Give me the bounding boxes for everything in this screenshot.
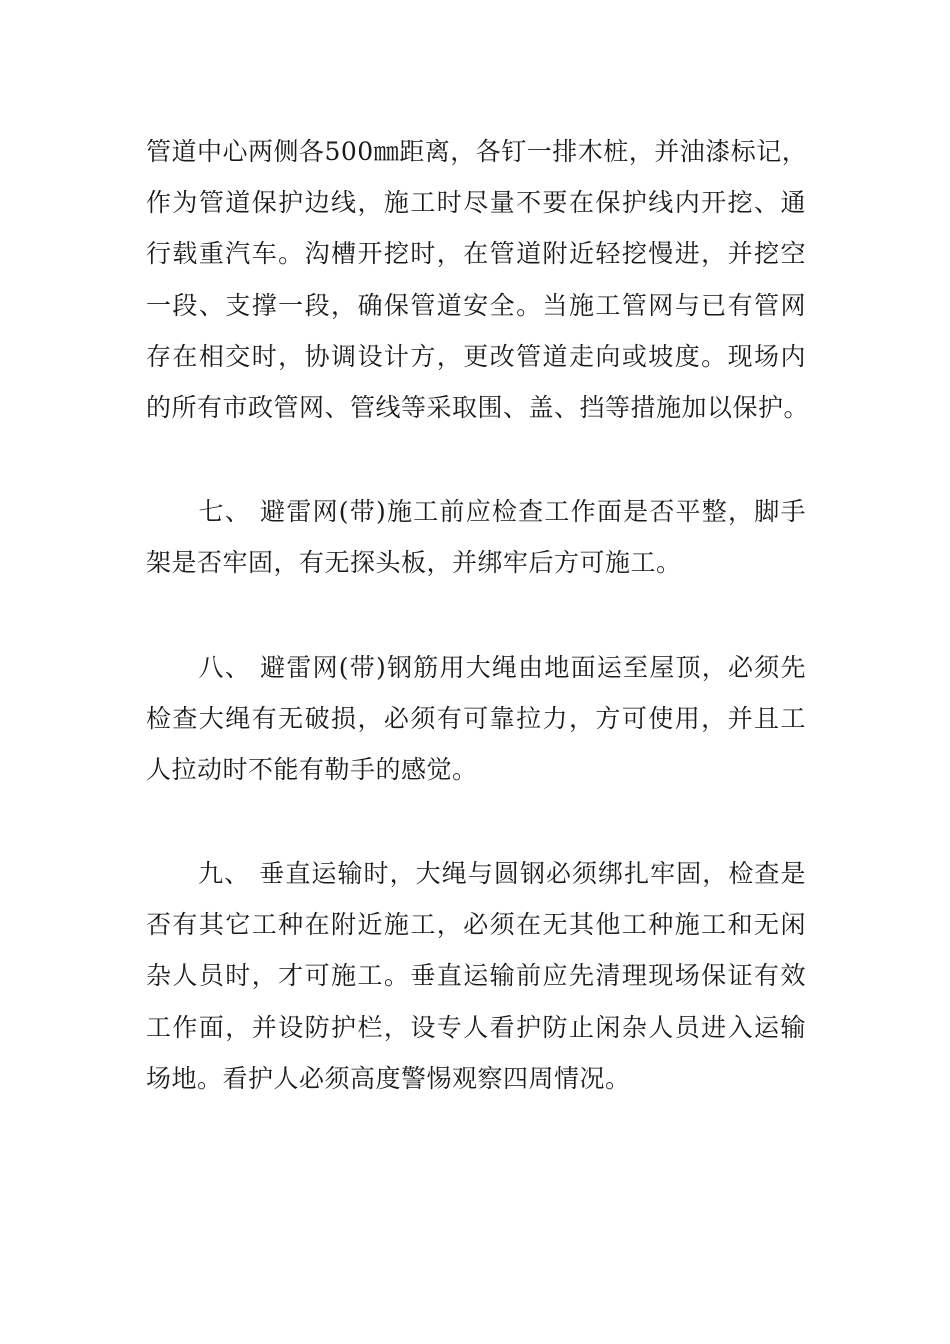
- text-line: 七、 避雷网(带)施工前应检查工作面是否平整，脚手: [146, 497, 806, 527]
- paragraph-item-eight: [146, 642, 806, 796]
- paragraph-spacer: [146, 589, 806, 642]
- paragraph-spacer: [146, 433, 806, 486]
- text-line: 九、 垂直运输时，大绳与圆钢必须绑扎牢固，检查是: [146, 859, 806, 889]
- text-line: 八、 避雷网(带)钢筋用大绳由地面运至屋顶，必须先: [146, 652, 806, 682]
- text-line: 检查大绳有无破损，必须有可靠拉力，方可使用，并且工: [146, 703, 806, 733]
- text-line: 作为管道保护边线，施工时尽量不要在保护线内开挖、通: [146, 188, 806, 218]
- paragraph-pipeline-protection: [146, 126, 810, 433]
- text-line: 人拉动时不能有勒手的感觉。: [146, 754, 478, 784]
- text-line: 架是否牢固，有无探头板，并绑牢后方可施工。: [146, 548, 682, 578]
- text-line: 一段、支撑一段，确保管道安全。当施工管网与已有管网: [146, 290, 806, 320]
- text-line: 行载重汽车。沟槽开挖时，在管道附近轻挖慢进，并挖空: [146, 239, 806, 269]
- text-line: 管道中心两侧各500㎜距离，各钉一排木桩，并油漆标记，: [146, 137, 808, 166]
- paragraph-item-seven: [146, 486, 806, 588]
- paragraph-item-nine: [146, 848, 806, 1104]
- text-line: 的所有市政管网、管线等采取围、盖、挡等措施加以保护。: [146, 392, 810, 422]
- document-page: [146, 126, 810, 1104]
- text-line: 存在相交时，协调设计方，更改管道走向或坡度。现场内: [146, 341, 806, 371]
- text-line: 否有其它工种在附近施工，必须在无其他工种施工和无闲: [146, 910, 806, 940]
- text-line: 工作面，并设防护栏，设专人看护防止闲杂人员进入运输: [146, 1012, 806, 1042]
- text-line: 杂人员时，才可施工。垂直运输前应先清理现场保证有效: [146, 961, 806, 991]
- text-line: 场地。看护人必须高度警惕观察四周情况。: [146, 1063, 631, 1093]
- paragraph-spacer: [146, 795, 806, 848]
